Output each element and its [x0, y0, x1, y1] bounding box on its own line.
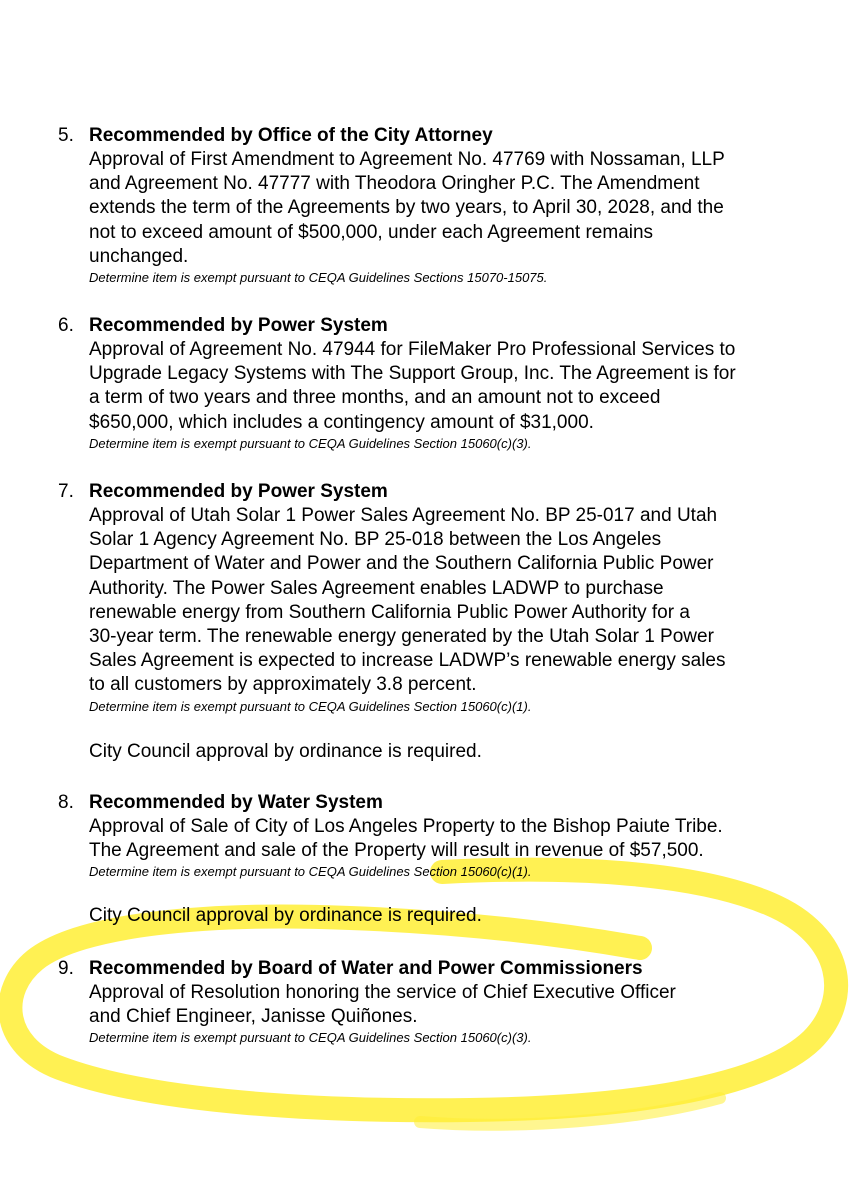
item-number: 9.	[58, 958, 74, 979]
item-content	[89, 314, 849, 452]
ceqa-note: Determine item is exempt pursuant to CEQA Guidelines Section 15060(c)(1).	[89, 864, 532, 880]
item-number: 7.	[58, 481, 74, 502]
item-title: Recommended by Office of the City Attorney	[89, 125, 493, 146]
item-description-line: Approval of First Amendment to Agreement No. 47769 with Nossaman, LLP	[89, 149, 725, 170]
item-description-line: The Agreement and sale of the Property will result in revenue of $57,500.	[89, 840, 704, 862]
item-description	[89, 504, 849, 698]
council-approval-note: City Council approval by ordinance is required.	[89, 741, 482, 762]
item-content	[89, 791, 849, 880]
item-content	[89, 957, 849, 1046]
item-description-line: a term of two years and three months, and an amount not to exceed	[89, 387, 661, 409]
item-description	[89, 981, 849, 1029]
item-content	[89, 480, 849, 715]
item-description-line: Upgrade Legacy Systems with The Support Group, Inc. The Agreement is for	[89, 363, 736, 385]
ceqa-note: Determine item is exempt pursuant to CEQA Guidelines Section 15060(c)(3).	[89, 1030, 532, 1046]
item-description-line: Approval of Resolution honoring the service of Chief Executive Officer	[89, 982, 676, 1003]
item-description-line: renewable energy from Southern California Public Power Authority for a	[89, 601, 690, 623]
item-title: Recommended by Water System	[89, 792, 383, 813]
item-description-line: $650,000, which includes a contingency amount of $31,000.	[89, 411, 594, 433]
item-description-line: Approval of Utah Solar 1 Power Sales Agreement No. BP 25-017 and Utah	[89, 505, 718, 526]
item-number: 6.	[58, 315, 74, 336]
item-number: 5.	[58, 125, 74, 146]
item-description	[89, 148, 849, 269]
item-description-line: to all customers by approximately 3.8 percent.	[89, 674, 477, 696]
item-description-line: Department of Water and Power and the Southern California Public Power	[89, 553, 714, 575]
ceqa-note: Determine item is exempt pursuant to CEQA Guidelines Section 15060(c)(3).	[89, 435, 532, 451]
item-description-line: 30-year term. The renewable energy generated by the Utah Solar 1 Power	[89, 626, 714, 648]
item-description-line: Approval of Sale of City of Los Angeles Property to the Bishop Paiute Tribe.	[89, 816, 723, 837]
item-description-line: extends the term of the Agreements by two years, to April 30, 2028, and the	[89, 197, 724, 219]
item-description-line: not to exceed amount of $500,000, under each Agreement remains	[89, 221, 654, 243]
item-description-line: Approval of Agreement No. 47944 for FileMaker Pro Professional Services to	[89, 339, 736, 360]
item-description	[89, 338, 849, 435]
highlight-loop-stroke	[420, 1098, 720, 1125]
item-number: 8.	[58, 792, 74, 813]
ceqa-note: Determine item is exempt pursuant to CEQA Guidelines Section 15060(c)(1).	[89, 698, 532, 714]
ceqa-note: Determine item is exempt pursuant to CEQA Guidelines Sections 15070-15075.	[89, 270, 548, 286]
council-approval-note: City Council approval by ordinance is required.	[89, 905, 482, 926]
item-content	[89, 124, 849, 286]
item-description-line: and Agreement No. 47777 with Theodora Oringher P.C. The Amendment	[89, 173, 700, 195]
item-description-line: Solar 1 Agency Agreement No. BP 25-018 between the Los Angeles	[89, 529, 662, 551]
item-description-line: unchanged.	[89, 245, 189, 267]
item-description-line: and Chief Engineer, Janisse Quiñones.	[89, 1006, 418, 1028]
item-title: Recommended by Power System	[89, 315, 388, 336]
item-description-line: Authority. The Power Sales Agreement enables LADWP to purchase	[89, 577, 664, 599]
item-description	[89, 815, 849, 863]
item-description-line: Sales Agreement is expected to increase LADWP’s renewable energy sales	[89, 650, 726, 672]
item-title: Recommended by Power System	[89, 481, 388, 502]
item-title: Recommended by Board of Water and Power Commissioners	[89, 958, 643, 979]
